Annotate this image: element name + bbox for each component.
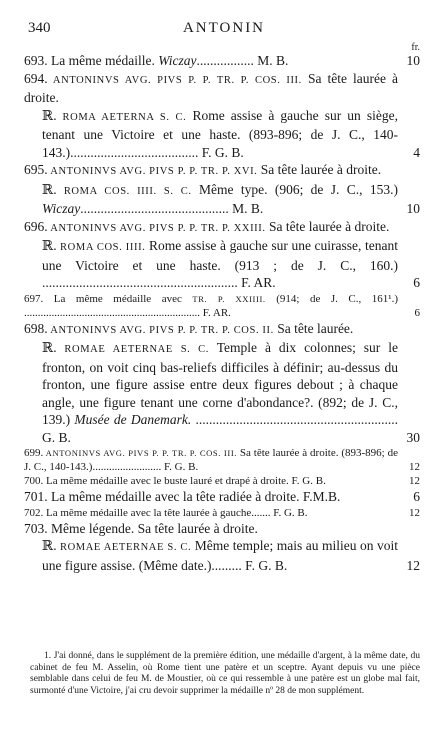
collection-name: Wiczay bbox=[42, 201, 81, 216]
entry-text: Même type. (906; de J. C., 153.) bbox=[191, 181, 398, 197]
coin-legend: ROMA AETERNA S. C. bbox=[56, 111, 187, 123]
entry-text: La même médaille avec la tête laurée à gauche....... F. G. B. bbox=[43, 506, 308, 519]
entry-695 bbox=[24, 161, 420, 181]
coin-legend: ANTONINVS AVG. PIVS P. P. TR. P. XXIII. bbox=[47, 222, 266, 234]
value-amount: 6 bbox=[414, 306, 420, 319]
entry-number: 700. bbox=[24, 475, 44, 487]
entry-697 bbox=[24, 292, 420, 320]
footnote-text: 1. J'ai donné, dans le supplément de la première édition, une médaille d'argent, à la même date, du cabinet de feu M. Asselin, où Rome tient une patère et un sceptre. Ayant depuis vu une pièce semblable dans celui de feu M. de Moustier, où ce qui ressemble à une patère est un globe mal fait, surmonté d'une Victoire, j'ai cru devoir supprimer la médaille nº 28 de mon supplément. bbox=[30, 651, 420, 696]
running-head: ANTONIN bbox=[182, 20, 266, 36]
entry-694 bbox=[24, 70, 420, 107]
page-header bbox=[28, 20, 420, 53]
coin-legend: ROMA COS. IIII. S. C. bbox=[56, 185, 192, 197]
entry-number: 702. bbox=[24, 506, 44, 519]
value-amount: 12 bbox=[409, 475, 420, 487]
entry-text: Sa tête laurée. bbox=[273, 320, 354, 336]
reverse-mark: ℝ. bbox=[42, 238, 57, 253]
entry-number: 695. bbox=[24, 162, 48, 177]
entry-text: Même légende. Sa tête laurée à droite. bbox=[47, 520, 258, 536]
collection-name: Wiczay bbox=[158, 53, 197, 68]
value-amount: 10 bbox=[406, 201, 420, 216]
entry-text: Même temple; mais au milieu on voit une figure assise. (Même date.)......... F. G. B. bbox=[42, 538, 398, 573]
entry-701 bbox=[24, 488, 420, 506]
reverse-mark: ℝ. bbox=[42, 340, 57, 355]
entry-text: La même médaille. bbox=[47, 53, 159, 68]
reverse-696 bbox=[24, 237, 420, 292]
entry-number: 697. bbox=[24, 292, 44, 305]
entry-number: 701. bbox=[24, 489, 48, 504]
catalogue-body bbox=[24, 52, 420, 574]
value-amount: 12 bbox=[409, 506, 420, 519]
value-amount: 10 bbox=[406, 53, 420, 68]
entry-text: La même médaille avec bbox=[43, 292, 193, 305]
reverse-694 bbox=[24, 107, 420, 162]
column-label: fr. bbox=[411, 42, 420, 53]
entry-number: 699. bbox=[24, 447, 44, 459]
entry-text: Sa tête laurée à droite. (893-896; de J. C., 140-143.)......................... F. G. B. bbox=[24, 447, 398, 473]
coin-legend: ANTONINVS AVG. PIVS P. P. TR. P. COS. II. bbox=[47, 324, 274, 336]
value-amount: 6 bbox=[413, 275, 420, 290]
entry-698 bbox=[24, 320, 420, 340]
entry-text: La même médaille avec le buste lauré et drapé à droite. F. G. B. bbox=[43, 475, 326, 487]
footnote bbox=[30, 651, 420, 697]
entry-text: La même médaille avec la tête radiée à droite. F.M.B. bbox=[47, 489, 341, 504]
coin-legend: ANTONINVS AVG. PIVS P. P. TR. P. COS. III. bbox=[43, 448, 238, 458]
value-amount: 4 bbox=[413, 144, 420, 160]
collection-name: Musée de Danemark. bbox=[74, 412, 192, 427]
entry-text: Rome assise à gauche sur une cuirasse, tenant une Victoire et une haste. (913 ; de J. C., 160.) .......................................................... F. AR. bbox=[42, 238, 398, 290]
reverse-mark: ℝ. bbox=[42, 107, 57, 123]
entry-text: ............................................ M. B. bbox=[80, 201, 264, 216]
coin-legend: ROMA COS. IIII. bbox=[56, 242, 146, 253]
reverse-698 bbox=[24, 339, 420, 446]
reverse-695 bbox=[24, 181, 420, 218]
entry-text: Sa tête laurée à droite. bbox=[257, 162, 382, 177]
reverse-mark: ℝ. bbox=[42, 181, 57, 197]
value-amount: 30 bbox=[406, 429, 420, 445]
entry-number: 696. bbox=[24, 218, 48, 234]
entry-text: ................. M. B. bbox=[196, 53, 289, 68]
reverse-703 bbox=[24, 537, 420, 574]
entry-number: 698. bbox=[24, 320, 48, 336]
entry-703 bbox=[24, 520, 420, 538]
entry-text: ............................................................ G. B. bbox=[42, 412, 399, 445]
entry-696 bbox=[24, 218, 420, 238]
entry-693 bbox=[24, 52, 420, 70]
value-amount: 12 bbox=[409, 461, 420, 473]
entry-702 bbox=[24, 506, 420, 520]
page-number: 340 bbox=[28, 20, 51, 36]
coin-legend: ANTONINVS AVG. PIVS P. P. TR. P. COS. III. bbox=[47, 74, 302, 86]
entry-number: 693. bbox=[24, 53, 48, 68]
entry-text: Temple à dix colonnes; sur le fronton, on voit cinq bas-reliefs difficiles à définir; au-dessus du fronton, une figure assise entre deux figures debout ; à chaque angle, une figure tenant une corne d'abondance?. (892; de J. C., 139.) bbox=[42, 340, 398, 427]
entry-number: 694. bbox=[24, 70, 48, 86]
entry-text: Sa tête laurée à droite. bbox=[265, 218, 390, 234]
entry-699 bbox=[24, 446, 420, 474]
value-amount: 12 bbox=[406, 557, 420, 573]
entry-text: Sa tête laurée à droite. bbox=[24, 70, 398, 105]
entry-number: 703. bbox=[24, 520, 48, 536]
value-amount: 6 bbox=[413, 489, 420, 504]
entry-text: Rome assise à gauche sur un siège, tenant une Victoire et une haste. (893-896; de J. C., 140-143.)...................................... F. G. B. bbox=[42, 107, 398, 160]
coin-legend: ANTONINVS AVG. PIVS P. P. TR. P. XVI. bbox=[47, 166, 258, 177]
coin-legend: TR. P. XXIIII. bbox=[192, 293, 266, 304]
reverse-mark: ℝ. bbox=[42, 538, 57, 553]
entry-text: (914; de J. C., 161¹.) ................................................................ F. AR. bbox=[24, 292, 398, 319]
coin-legend: ROMAE AETERNAE S. C. bbox=[56, 344, 210, 355]
entry-700 bbox=[24, 474, 420, 488]
coin-legend: ROMAE AETERNAE S. C. bbox=[56, 542, 192, 553]
